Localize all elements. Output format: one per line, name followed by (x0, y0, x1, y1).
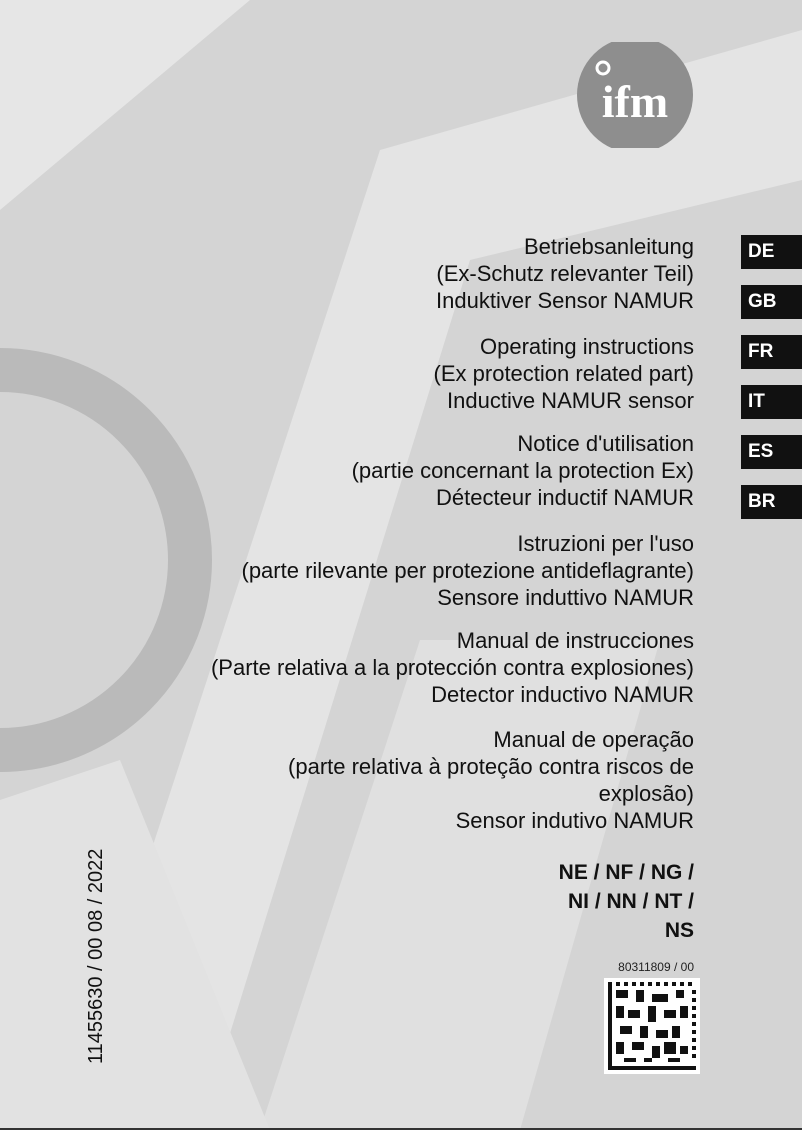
block-title: Notice d'utilisation (517, 431, 694, 456)
block-product: Détecteur inductif NAMUR (436, 485, 694, 510)
block-product: Sensor indutivo NAMUR (455, 808, 694, 833)
language-tabs (741, 235, 802, 535)
block-subtitle: (partie concernant la protection Ex) (351, 458, 694, 483)
tab-it: IT (741, 385, 802, 419)
model-line: NS (664, 919, 694, 942)
block-title: Istruzioni per l'uso (517, 531, 694, 556)
block-title: Manual de instrucciones (456, 628, 694, 653)
tab-gb: GB (741, 285, 802, 319)
model-line: NE / NF / NG / (558, 861, 694, 884)
block-subtitle-cont: explosão) (598, 781, 694, 806)
tab-fr: FR (741, 335, 802, 369)
block-subtitle: (parte rilevante per protezione antideflagrante) (241, 558, 694, 583)
ifm-logo (576, 42, 694, 148)
block-de (436, 233, 694, 314)
block-gb (434, 333, 694, 414)
block-br (288, 726, 694, 834)
block-subtitle: (Ex protection related part) (433, 361, 694, 386)
model-list (559, 858, 694, 945)
block-subtitle: (Ex-Schutz relevanter Teil) (436, 261, 694, 286)
block-title: Operating instructions (480, 334, 694, 359)
block-subtitle: (Parte relativa a la protección contra explosiones) (210, 655, 694, 680)
datamatrix-code (604, 978, 700, 1074)
block-product: Inductive NAMUR sensor (447, 388, 694, 413)
tab-br: BR (741, 485, 802, 519)
svg-text:ifm: ifm (601, 76, 669, 127)
tab-de: DE (741, 235, 802, 269)
model-line: NI / NN / NT / (568, 890, 694, 913)
document-number: 11455630 / 00 08 / 2022 (85, 848, 107, 1064)
block-product: Induktiver Sensor NAMUR (436, 288, 694, 313)
tab-es: ES (741, 435, 802, 469)
block-subtitle: (parte relativa à proteção contra riscos de (288, 754, 694, 779)
block-fr (352, 430, 694, 511)
block-it (242, 530, 695, 611)
block-product: Detector inductivo NAMUR (431, 682, 694, 707)
block-title: Betriebsanleitung (523, 234, 694, 259)
block-title: Manual de operação (493, 727, 694, 752)
block-es (211, 627, 694, 708)
block-product: Sensore induttivo NAMUR (437, 585, 694, 610)
page-code: 80311809 / 00 (618, 960, 694, 974)
